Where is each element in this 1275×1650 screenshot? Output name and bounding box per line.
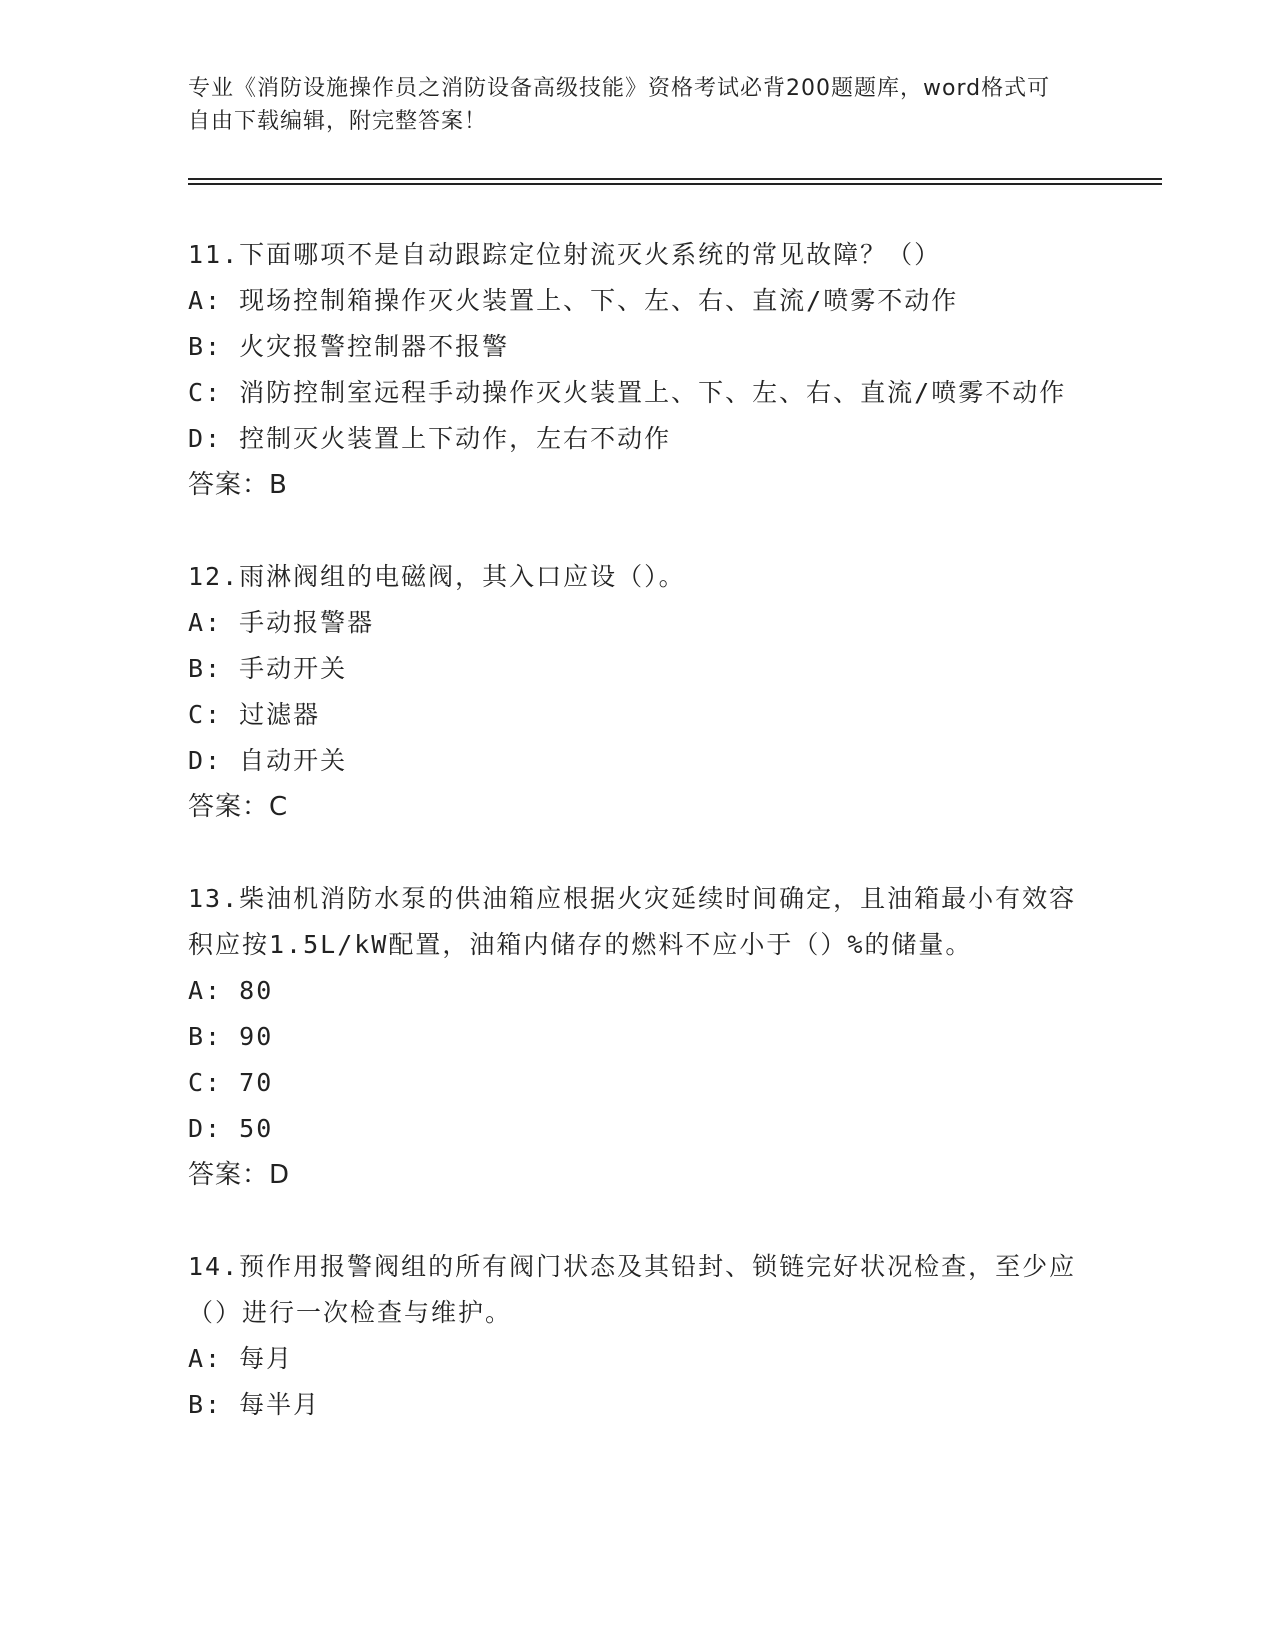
option-a: A: 现场控制箱操作灭火装置上、下、左、右、直流/喷雾不动作 [188, 286, 959, 315]
question-11 [188, 232, 1088, 508]
option-c: C: 消防控制室远程手动操作灭火装置上、下、左、右、直流/喷雾不动作 [188, 378, 1067, 407]
option-b: B: 火灾报警控制器不报警 [188, 332, 510, 361]
option-a: A: 80 [188, 976, 274, 1005]
option-b: B: 每半月 [188, 1390, 321, 1419]
answer: 答案：B [188, 470, 288, 500]
option-b: B: 90 [188, 1022, 274, 1051]
question-text: 12.雨淋阀组的电磁阀，其入口应设（）。 [188, 562, 686, 591]
option-d: D: 自动开关 [188, 746, 348, 775]
option-d: D: 50 [188, 1114, 274, 1143]
question-list [188, 232, 1088, 1474]
option-a: A: 每月 [188, 1344, 294, 1373]
question-text: 13.柴油机消防水泵的供油箱应根据火灾延续时间确定，且油箱最小有效容积应按1.5L/kW配置，油箱内储存的燃料不应小于（）%的储量。 [188, 884, 1077, 959]
question-text: 14.预作用报警阀组的所有阀门状态及其铅封、锁链完好状况检查，至少应（）进行一次检查与维护。 [188, 1252, 1077, 1327]
option-a: A: 手动报警器 [188, 608, 375, 637]
option-c: C: 70 [188, 1068, 274, 1097]
header-divider-bottom [188, 183, 1162, 185]
option-c: C: 过滤器 [188, 700, 321, 729]
question-12 [188, 554, 1088, 830]
answer: 答案：C [188, 792, 289, 822]
question-13 [188, 876, 1088, 1198]
header-divider-top [188, 178, 1162, 180]
question-14 [188, 1244, 1088, 1428]
question-text: 11.下面哪项不是自动跟踪定位射流灭火系统的常见故障？（） [188, 240, 942, 269]
option-d: D: 控制灭火装置上下动作，左右不动作 [188, 424, 672, 453]
option-b: B: 手动开关 [188, 654, 348, 683]
answer: 答案：D [188, 1160, 291, 1190]
document-header: 专业《消防设施操作员之消防设备高级技能》资格考试必背200题题库，word格式可自由下载编辑，附完整答案！ [188, 76, 1051, 134]
